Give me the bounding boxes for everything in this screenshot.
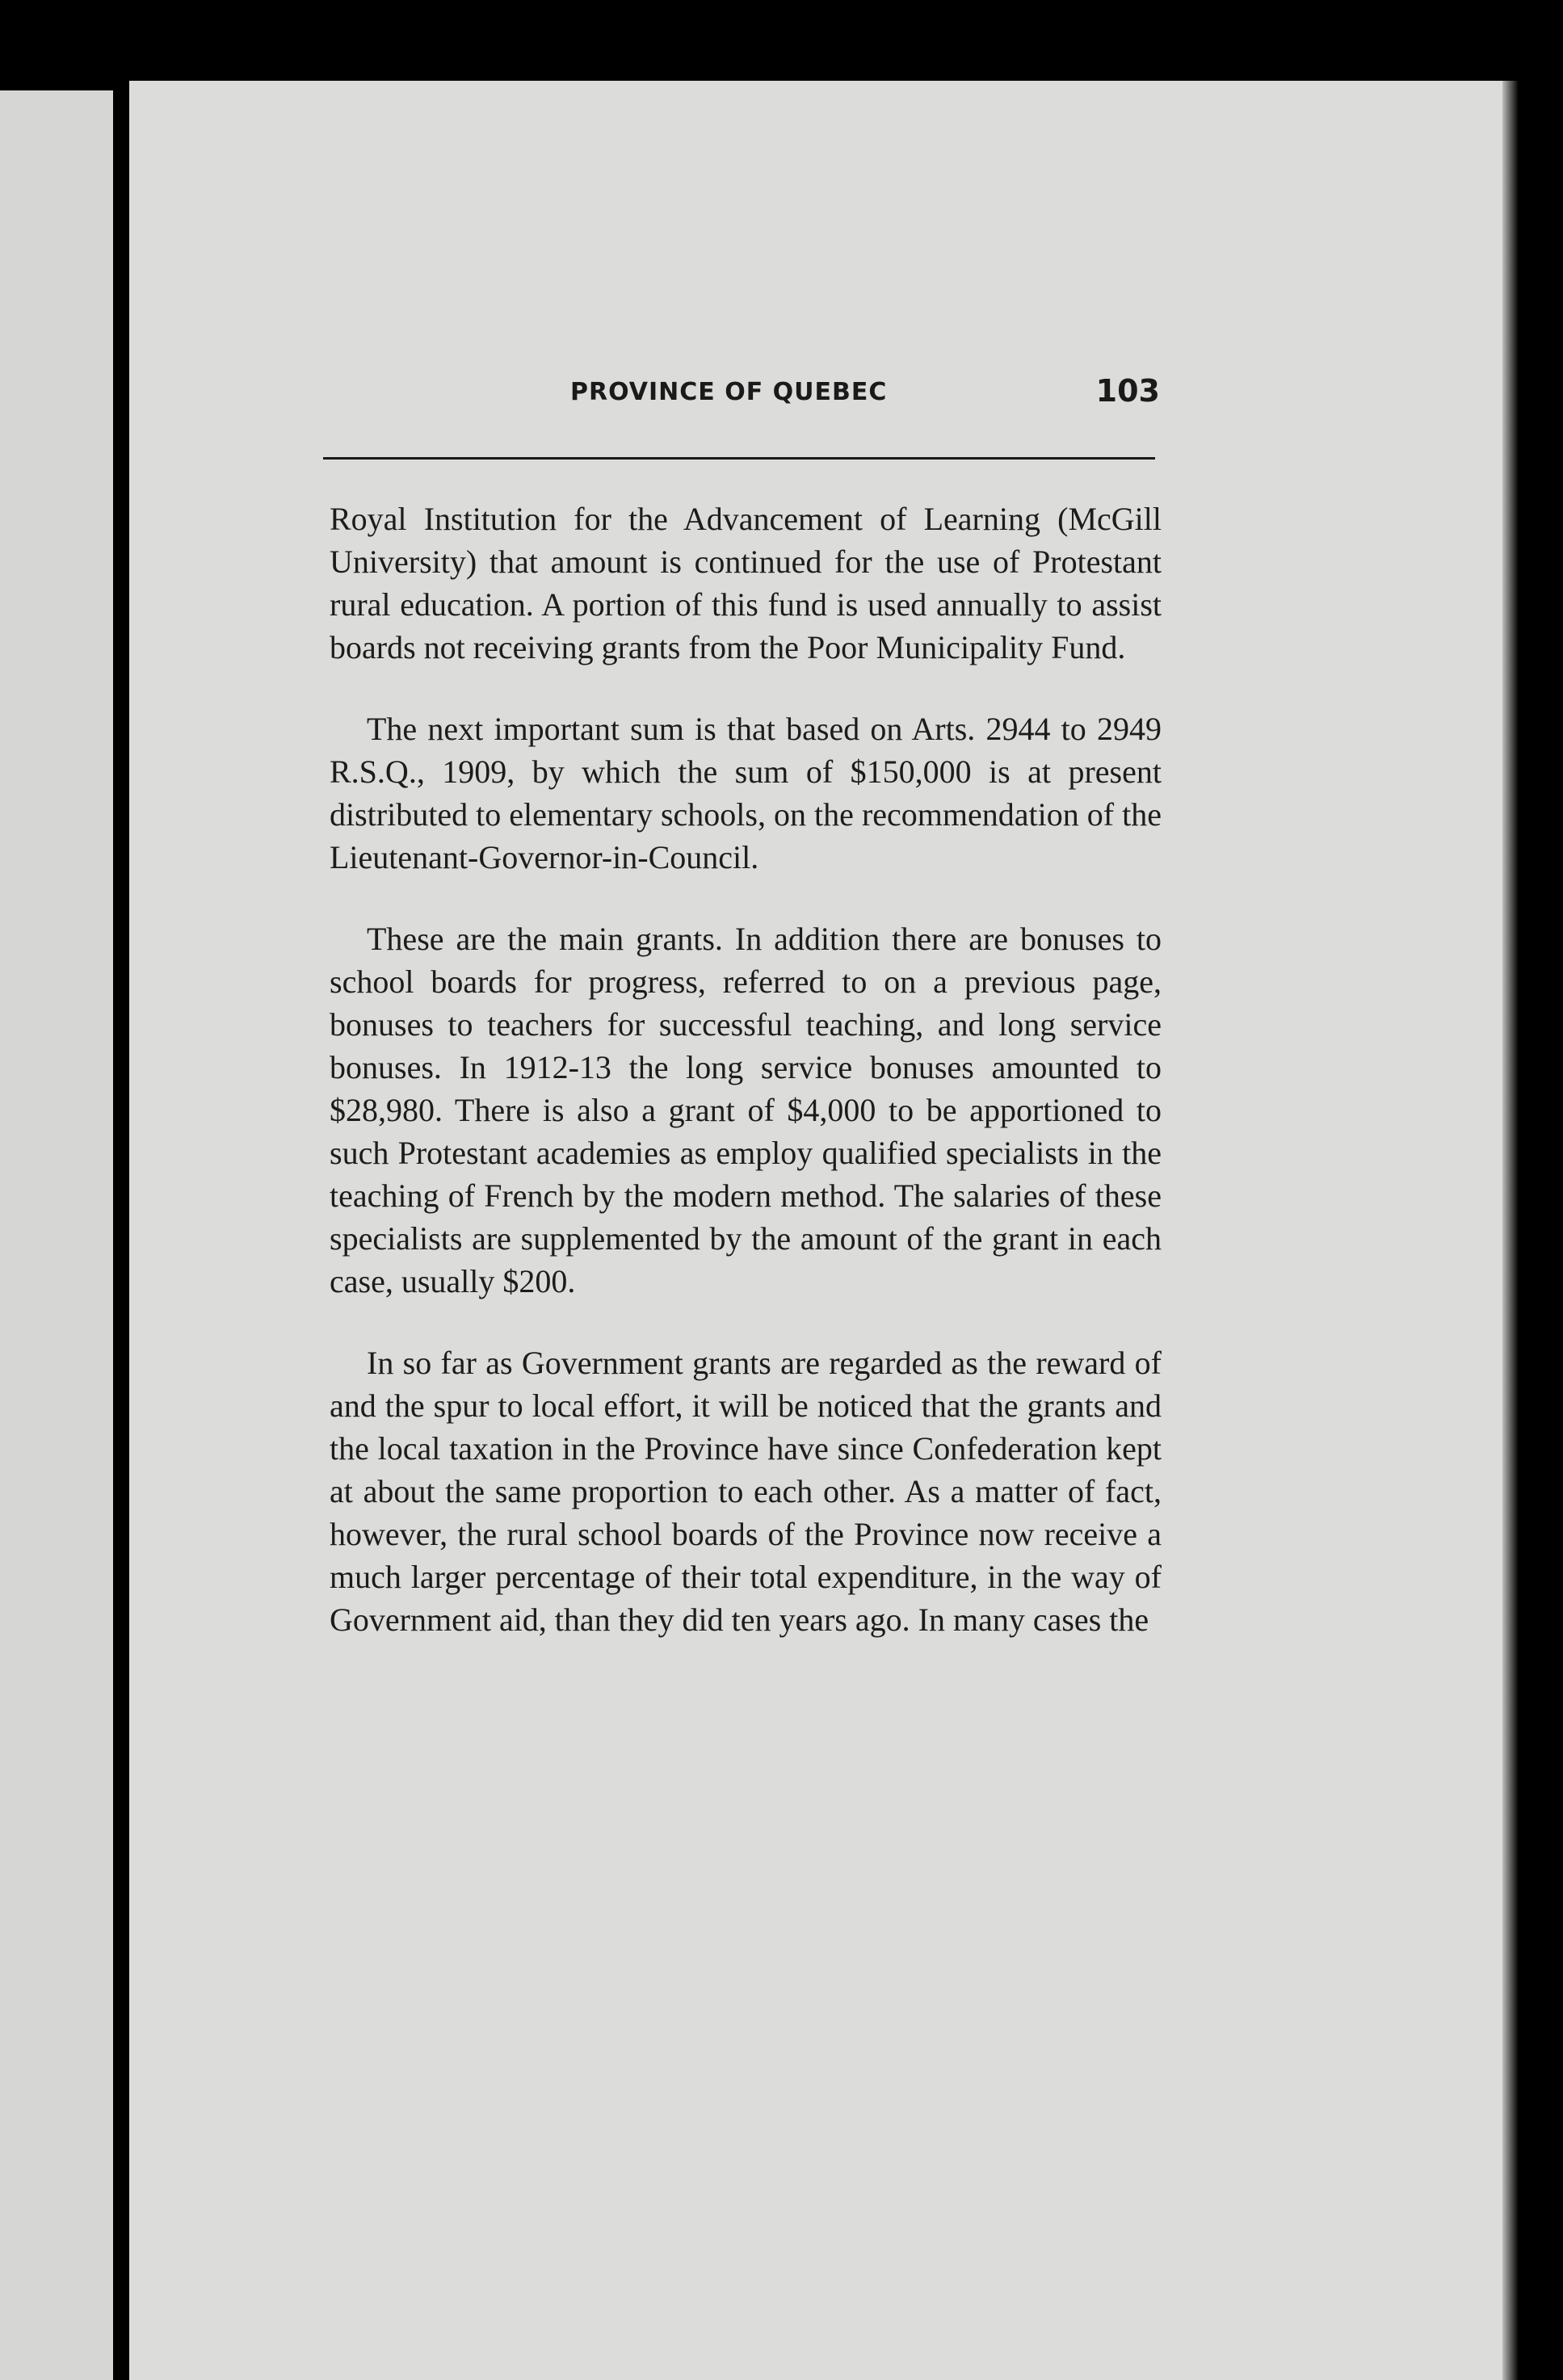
- page-edge-shadow: [1502, 81, 1519, 2380]
- adjacent-page-edge: [0, 90, 113, 2380]
- paragraph: In so far as Government grants are regarded as the reward of and the spur to local effort, it will be noticed that the grants and the local taxation in the Province have since Confederation kept at about the same proportion to each other. As a matter of fact, however, the rural school boards of the Province now receive a much larger percentage of their total expenditure, in the way of Government aid, than they did ten years ago. In many cases the: [330, 1345, 1162, 1638]
- running-head: [328, 373, 1160, 413]
- paragraph: These are the main grants. In addition there are bonuses to school boards for progress, referred to on a previous page, bonuses to teachers for successful teaching, and long service bonuses. In 1912-13 the long service bonuses amounted to $28,980. There is also a grant of $4,000 to be apportioned to such Protestant academies as employ qualified specialists in the teaching of French by the modern method. The salaries of these specialists are supplemented by the amount of the grant in each case, usually $200.: [330, 921, 1162, 1299]
- body-text: [330, 497, 1162, 1680]
- paragraph: The next important sum is that based on Arts. 2944 to 2949 R.S.Q., 1909, by which the sum of $150,000 is at present distributed to elementary schools, on the recommendation of the Lieutenant-Governor-in-Council.: [330, 711, 1162, 875]
- running-title: PROVINCE OF QUEBEC: [570, 378, 888, 406]
- header-rule: [323, 457, 1155, 460]
- page-number: 103: [1095, 373, 1160, 409]
- paragraph-continued: Royal Institution for the Advancement of Learning (McGill University) that amount is continued for the use of Protestant rural education. A portion of this fund is used annually to assist boards not receiving grants from the Poor Municipality Fund.: [330, 501, 1162, 665]
